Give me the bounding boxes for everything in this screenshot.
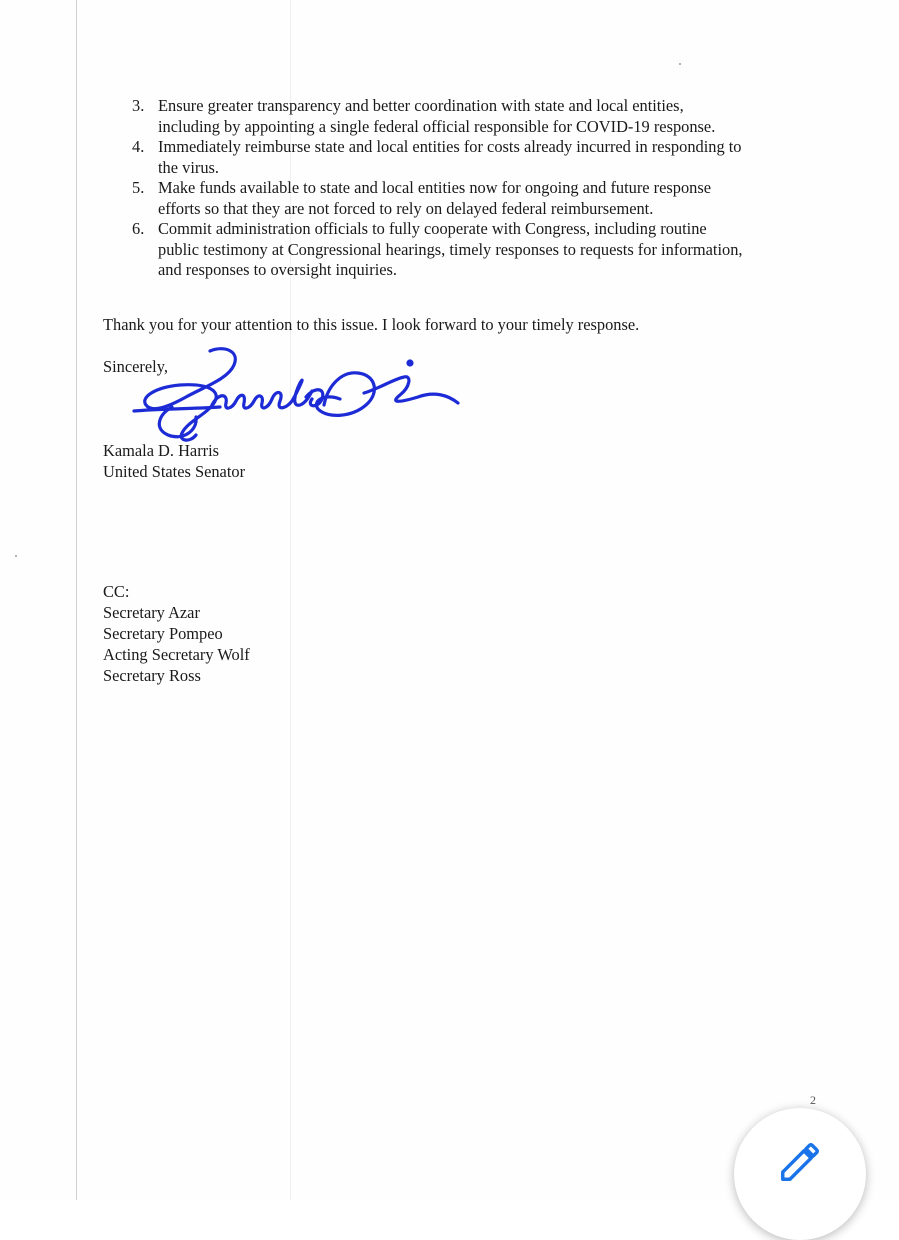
list-item-number: 4. bbox=[132, 137, 145, 156]
cc-recipient: Acting Secretary Wolf bbox=[103, 645, 250, 664]
signer-title: United States Senator bbox=[103, 462, 246, 481]
list-item bbox=[103, 137, 843, 178]
signature bbox=[128, 343, 464, 447]
cc-recipient: Secretary Azar bbox=[103, 603, 200, 622]
cc-label: CC: bbox=[103, 582, 130, 601]
valediction: Sincerely, bbox=[103, 357, 168, 376]
list-item-line: the virus. bbox=[158, 157, 220, 177]
pencil-icon bbox=[777, 1139, 823, 1185]
signer-name: Kamala D. Harris bbox=[103, 441, 220, 460]
list-item-line: and responses to oversight inquiries. bbox=[158, 260, 397, 279]
list-item-line: efforts so that they are not forced to rely on delayed federal reimbursement. bbox=[158, 198, 654, 218]
edit-button[interactable] bbox=[734, 1108, 866, 1240]
scan-speck bbox=[679, 63, 681, 65]
list-item bbox=[103, 219, 843, 281]
cc-recipient: Secretary Pompeo bbox=[103, 624, 223, 643]
recommendation-list bbox=[103, 96, 843, 281]
list-item bbox=[103, 178, 843, 219]
list-item bbox=[103, 96, 843, 137]
list-item-line: Ensure greater transparency and better coordination with state and local entities, bbox=[158, 96, 684, 115]
list-item-number: 6. bbox=[132, 219, 145, 238]
scan-speck bbox=[15, 555, 17, 557]
list-item-number: 3. bbox=[132, 96, 145, 115]
closing-paragraph: Thank you for your attention to this issue. I look forward to your timely response. bbox=[103, 315, 640, 334]
list-item-number: 5. bbox=[132, 178, 145, 197]
page-number: 2 bbox=[810, 1093, 816, 1107]
list-item-line: Immediately reimburse state and local entities for costs already incurred in responding to bbox=[158, 137, 742, 156]
list-item-line: including by appointing a single federal official responsible for COVID-19 response. bbox=[158, 116, 716, 136]
list-item-line: public testimony at Congressional hearings, timely responses to requests for information, bbox=[158, 239, 743, 259]
list-item-line: Commit administration officials to fully cooperate with Congress, including routine bbox=[158, 219, 707, 238]
cc-recipient: Secretary Ross bbox=[103, 666, 201, 685]
list-item-line: Make funds available to state and local entities now for ongoing and future response bbox=[158, 178, 712, 197]
scan-edge-line bbox=[76, 0, 77, 1200]
